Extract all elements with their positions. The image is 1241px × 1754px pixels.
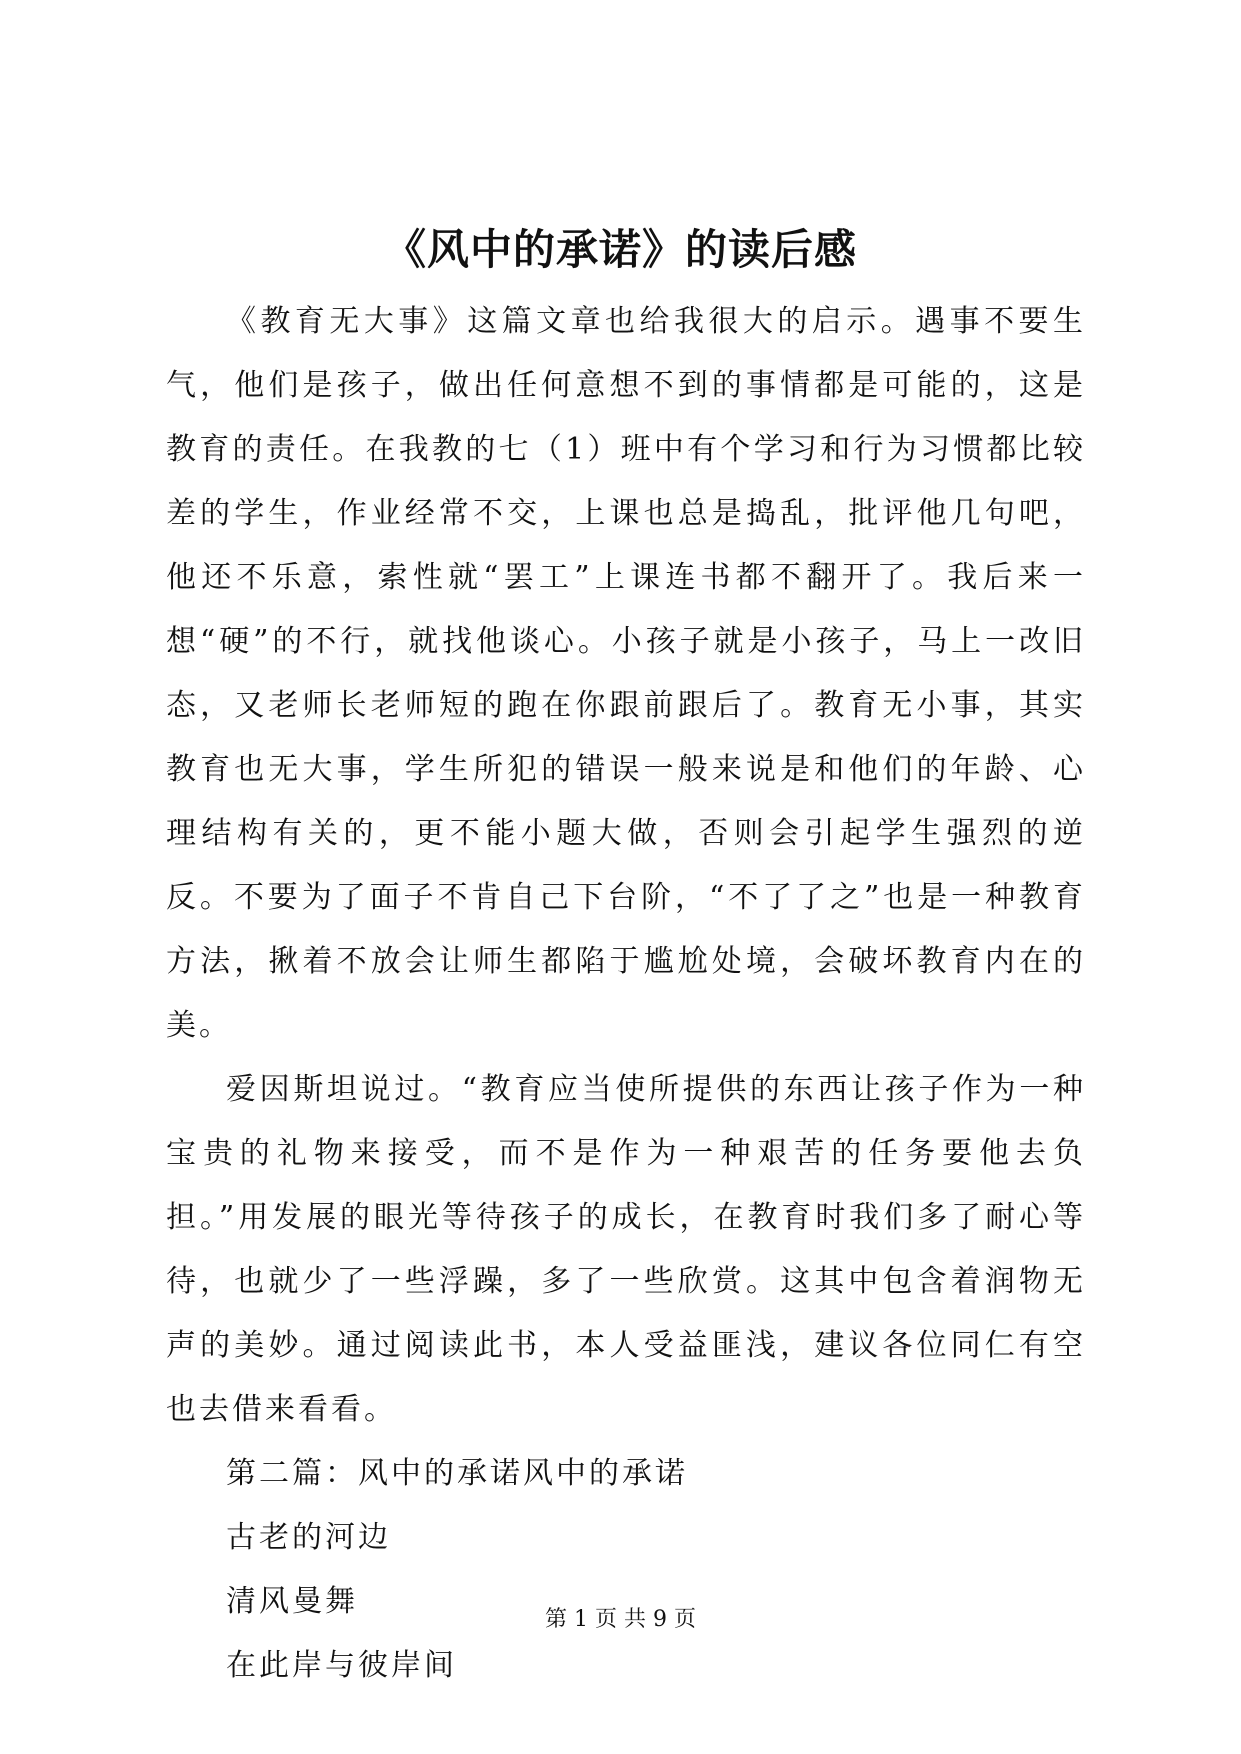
section-heading-part-two: 第二篇：风中的承诺风中的承诺 <box>226 1456 688 1491</box>
poem-line-1: 古老的河边 <box>226 1520 391 1555</box>
paragraph-einstein-quote: 爱因斯坦说过。“教育应当使所提供的东西让孩子作为一种宝贵的礼物来接受，而不是作为一种艰苦的任务要他去负担。”用发展的眼光等待孩子的成长，在教育时我们多了耐心等待，也就少了一些浮躁，多了一些欣赏。这其中包含着润物无声的美妙。通过阅读此书，本人受益匪浅，建议各位同仁有空也去借来看看。 <box>166 1072 1086 1427</box>
poem-line-3: 在此岸与彼岸间 <box>226 1648 457 1683</box>
document-body <box>166 290 1086 1698</box>
document-title: 《风中的承诺》的读后感 <box>383 225 857 274</box>
paragraph-education-no-big-things: 《教育无大事》这篇文章也给我很大的启示。遇事不要生气，他们是孩子，做出任何意想不到的事情都是可能的，这是教育的责任。在我教的七（1）班中有个学习和行为习惯都比较差的学生，作业经常不交，上课也总是捣乱，批评他几句吧，他还不乐意，索性就“罢工”上课连书都不翻开了。我后来一想“硬”的不行，就找他谈心。小孩子就是小孩子，马上一改旧态，又老师长老师短的跑在你跟前跟后了。教育无小事，其实教育也无大事，学生所犯的错误一般来说是和他们的年龄、心理结构有关的，更不能小题大做，否则会引起学生强烈的逆反。不要为了面子不肯自己下台阶，“不了了之”也是一种教育方法，揪着不放会让师生都陷于尴尬处境，会破坏教育内在的美。 <box>166 304 1086 1043</box>
page-number-footer: 第 1 页 共 9 页 <box>545 1607 696 1632</box>
poem-line-2: 清风曼舞 <box>226 1584 358 1619</box>
